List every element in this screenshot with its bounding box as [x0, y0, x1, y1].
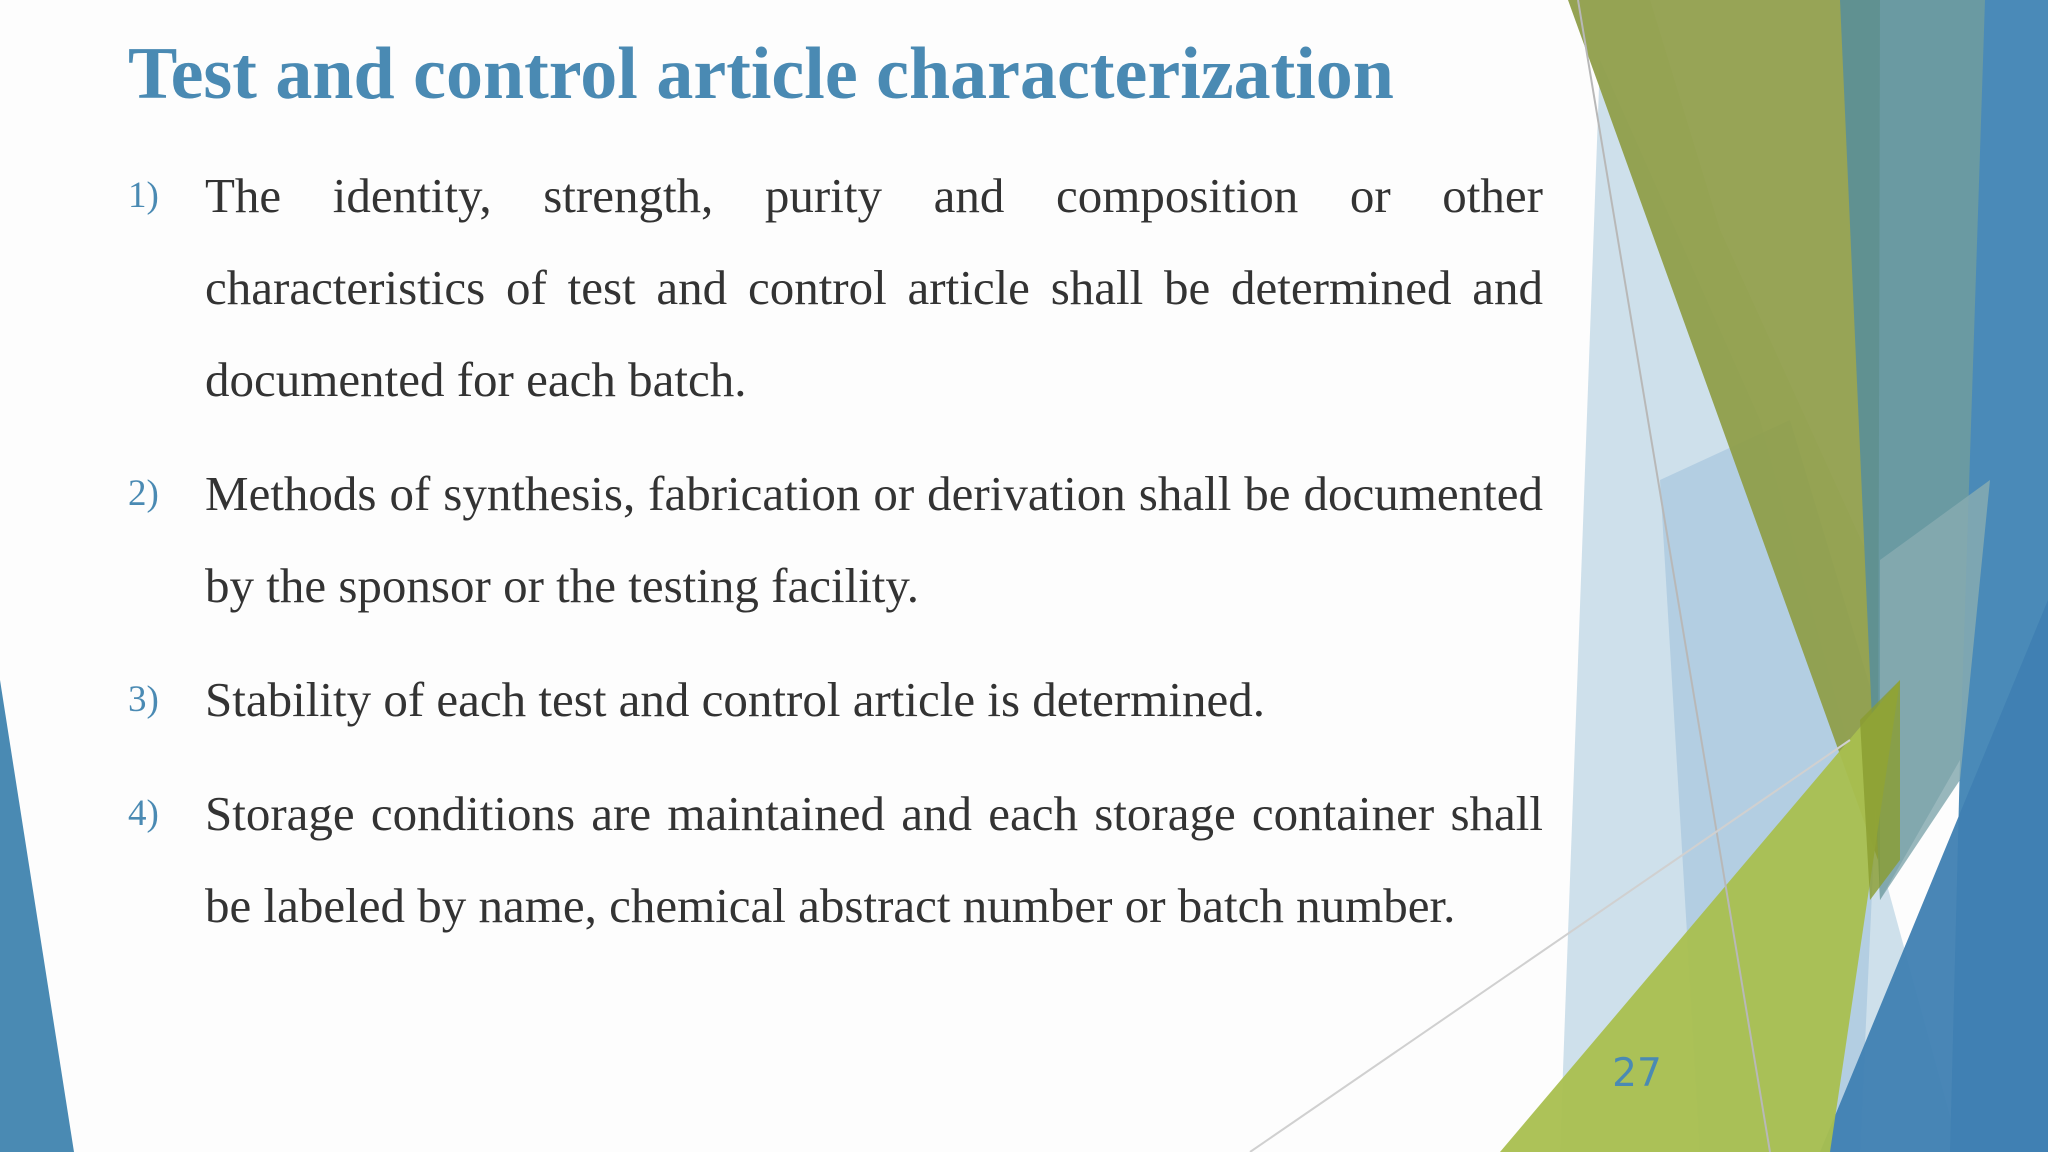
- list-item: [128, 448, 1543, 632]
- list-item-number: 4): [128, 793, 159, 834]
- list-item-number: 3): [128, 679, 159, 720]
- slide-title: Test and control article characterization: [128, 33, 1394, 115]
- page-number: 27: [1612, 1051, 1662, 1096]
- list-item: [128, 654, 1543, 746]
- list-item-text: Storage conditions are maintained and each storage container shall be labeled by name, chemical abstract number or batch number.: [205, 786, 1543, 933]
- list-item-text: Methods of synthesis, fabrication or derivation shall be documented by the sponsor or the testing facility.: [205, 466, 1543, 613]
- list-item-number: 1): [128, 175, 159, 216]
- bullet-list: [128, 150, 1543, 974]
- list-item: [128, 150, 1543, 426]
- left-blue-sliver: [0, 680, 74, 1152]
- list-item-text: Stability of each test and control article is determined.: [205, 672, 1265, 727]
- list-item-number: 2): [128, 473, 159, 514]
- list-item: [128, 768, 1543, 952]
- list-item-text: The identity, strength, purity and composition or other characteristics of test and control article shall be determined and documented for each batch.: [205, 168, 1543, 407]
